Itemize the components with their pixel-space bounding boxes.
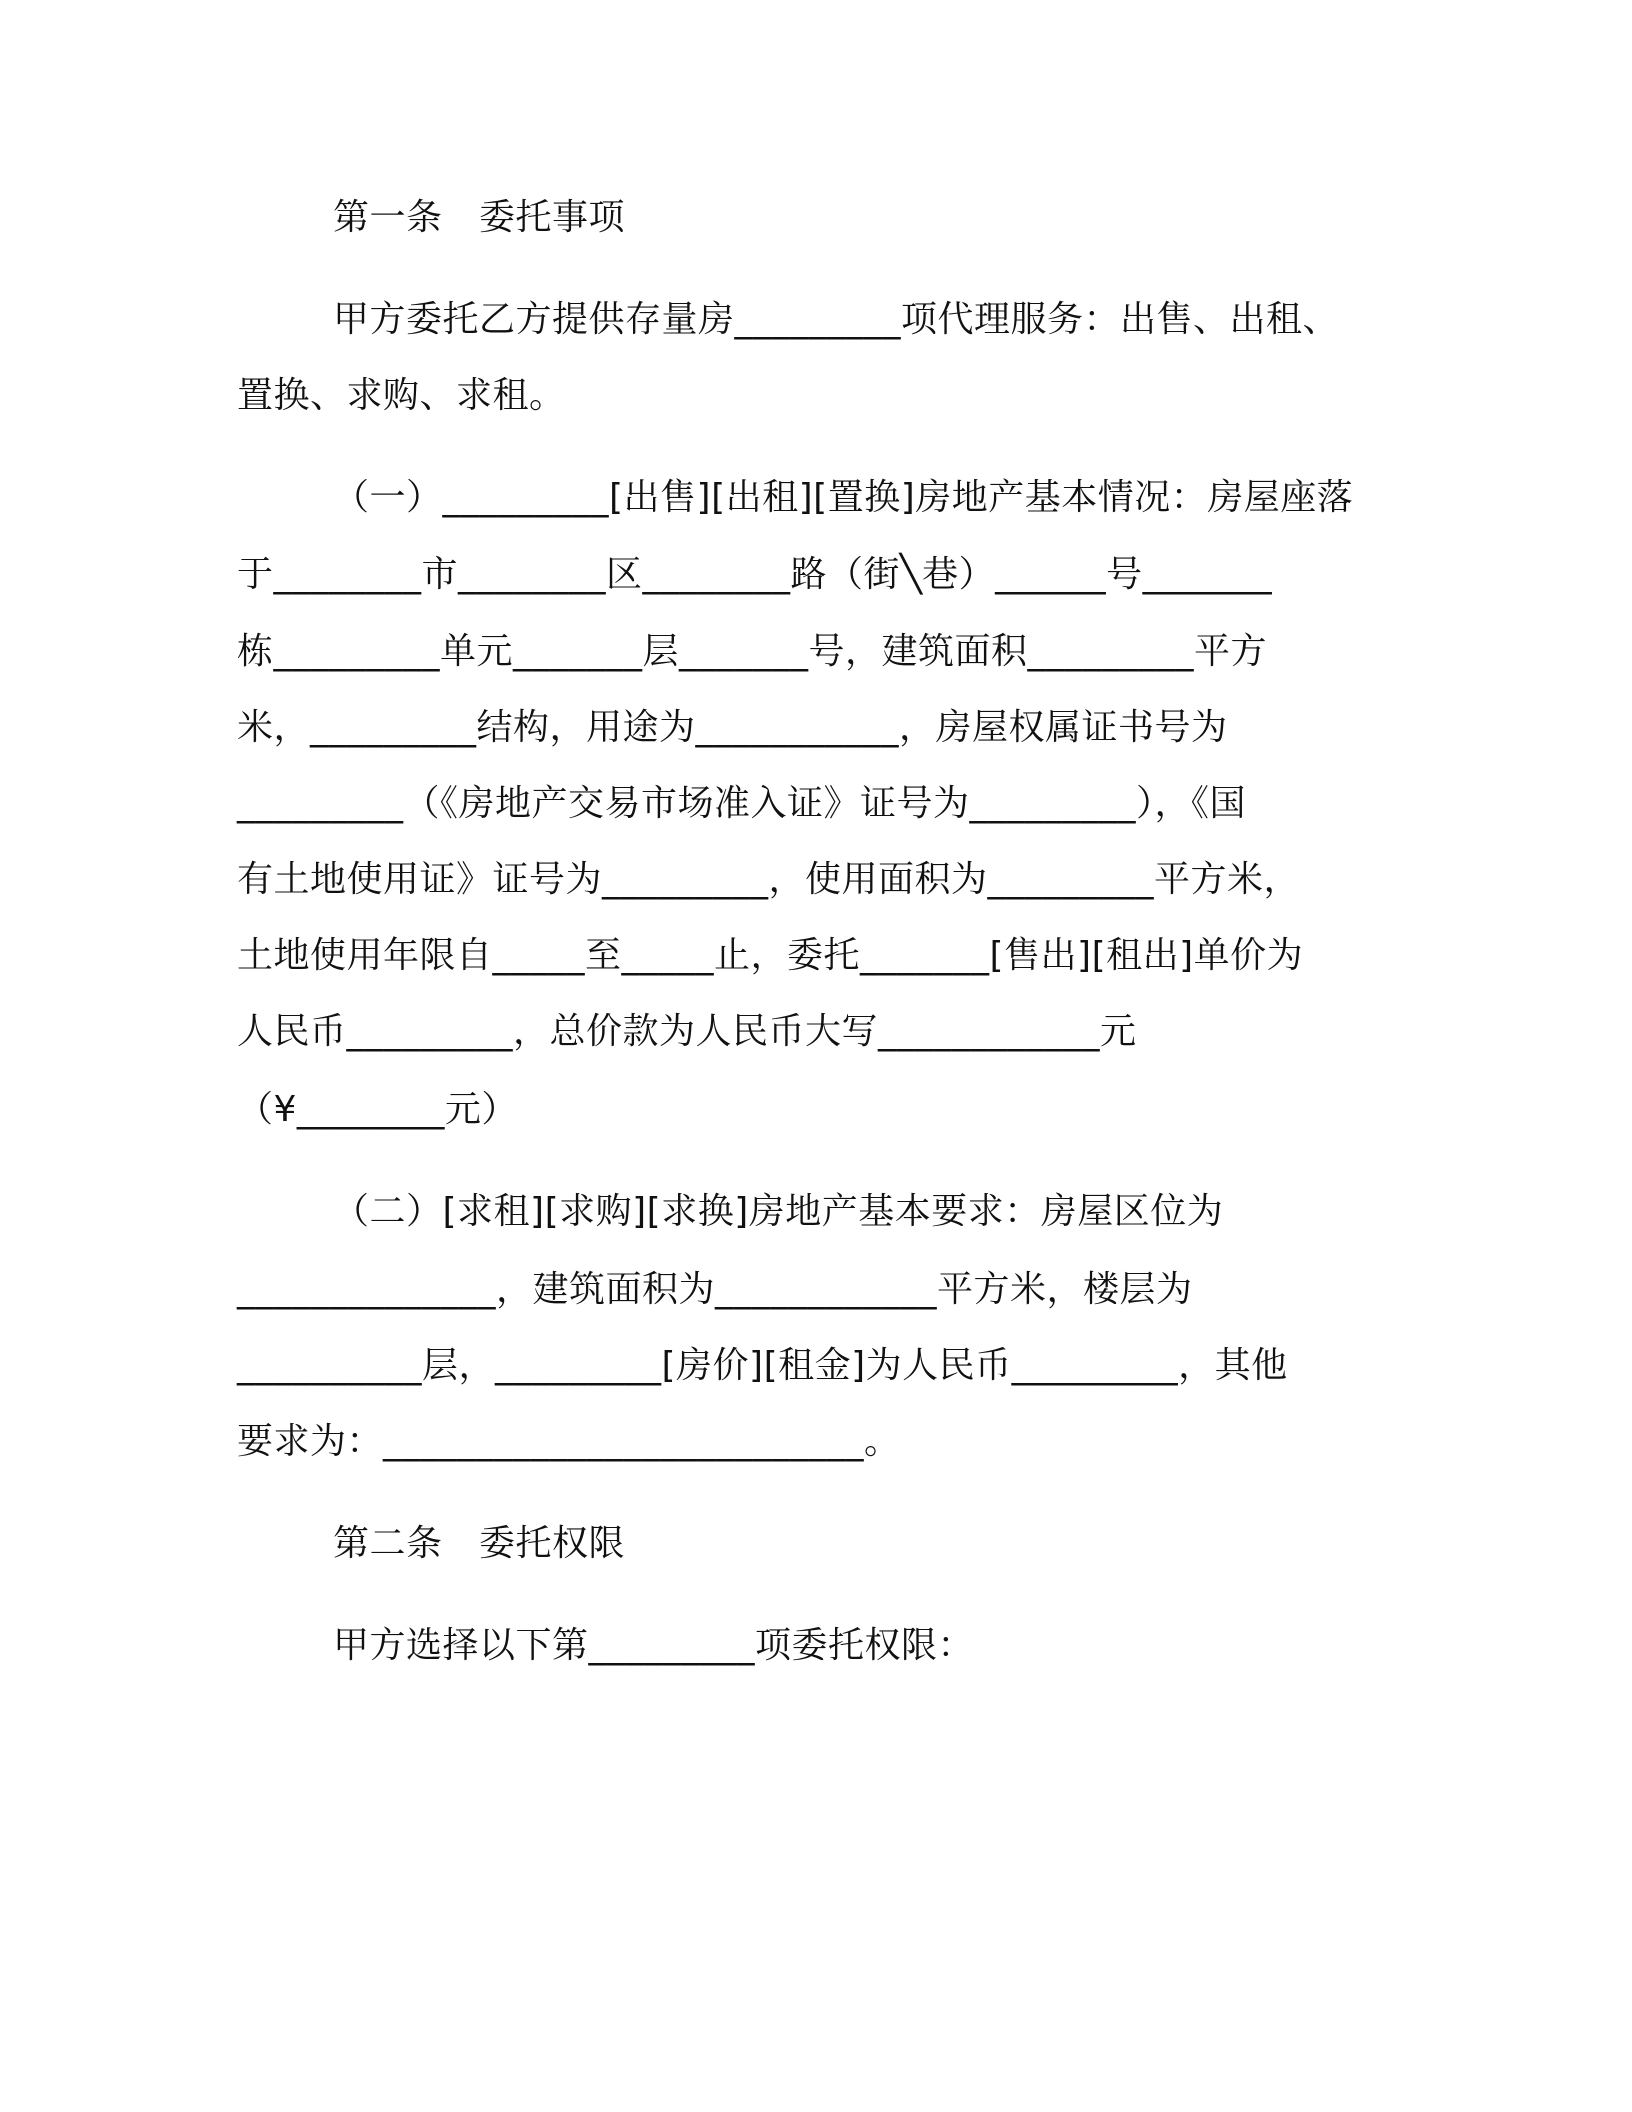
paragraph-line: （¥________元） xyxy=(237,1089,518,1130)
paragraph-line: 人民币_________，总价款为人民币大写____________元 xyxy=(237,1011,1137,1052)
article-1-heading: 第一条 委托事项 xyxy=(333,197,626,238)
paragraph-line: 甲方选择以下第_________项委托权限： xyxy=(333,1625,975,1666)
paragraph-line: 有土地使用证》证号为_________，使用面积为_________平方米， xyxy=(237,859,1301,900)
paragraph-line: （一）_________[出售][出租][置换]房地产基本情况：房屋座落 xyxy=(333,477,1354,518)
paragraph-line: 要求为：__________________________。 xyxy=(237,1421,901,1462)
paragraph-line: 置换、求购、求租。 xyxy=(237,375,566,416)
paragraph-line: 土地使用年限自_____至_____止，委托_______[售出][租出]单价为 xyxy=(237,935,1304,976)
paragraph-line: _________（《房地产交易市场准入证》证号为_________），《国 xyxy=(237,783,1247,824)
paragraph-line: 于________市________区________路（街╲巷）______号_______ xyxy=(237,554,1273,595)
paragraph-line: 甲方委托乙方提供存量房_________项代理服务：出售、出租、 xyxy=(333,299,1340,340)
article-2-heading: 第二条 委托权限 xyxy=(333,1523,626,1564)
paragraph-line: （二）[求租][求购][求换]房地产基本要求：房屋区位为 xyxy=(333,1191,1224,1232)
paragraph-line: 栋_________单元_______层_______号，建筑面积_________平方 xyxy=(237,631,1268,672)
paragraph-line: 米，_________结构，用途为___________，房屋权属证书号为 xyxy=(237,707,1228,748)
paragraph-line: __________层，_________[房价][租金]为人民币_________，其他 xyxy=(237,1345,1288,1386)
paragraph-line: ______________，建筑面积为____________平方米，楼层为 xyxy=(237,1269,1193,1310)
